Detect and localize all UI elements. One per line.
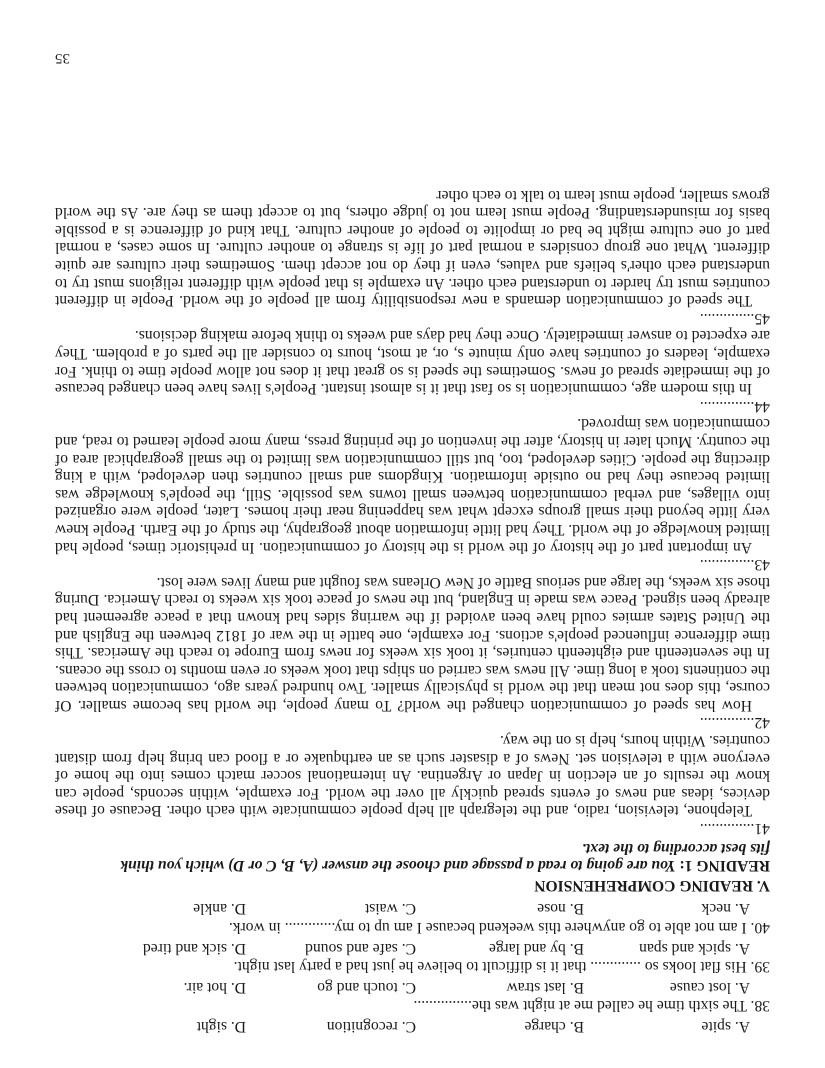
question-39 — [55, 939, 770, 975]
paragraph-3: An important part of the history of the world is the history of communication. In prehistoric times, people had limited knowledge of the world. They had little information about geography, the study of the Earth. People knew very little beyond their small groups except what was happening near their homes. Later, people were organized into villages, and verbal communication between small towns was possible. Still, the people's knowledge was limited because they had no outside information. Kingdoms and small countries then developed, with a king directing the people. Cities developed, too, but still communication was limited to the small geographical area of the country. Much later in history, after the invention of the printing press, many more people learned to read, and communication was improved. — [55, 415, 770, 556]
options-row — [55, 978, 770, 996]
reading-instruction-cont: fits best according to the text. — [582, 839, 770, 857]
option-c[interactable]: C. touch and go — [317, 978, 416, 996]
question-number: 40. — [750, 919, 770, 937]
question-stem — [55, 958, 770, 976]
paragraph-4: In this modern age, communication is so fast that it is almost instant. People's lives have been changed because of the immediate spread of news. Sometimes the speed is so great that it does not allow people time to think. For example, leaders of countries have only minute s, or, at most, hours to consider all the parts of a problem. They are expected to answer immediately. Once they had days and weeks to think before making decisions. — [55, 327, 770, 398]
reading-instruction: You are going to read a passage and choose the answer (A, B, C or D) which you think — [120, 857, 676, 875]
option-c[interactable]: C. safe and sound — [305, 939, 416, 957]
options-row — [55, 939, 770, 957]
paragraph-1: Telephone, television, radio, and the telegraph all help people communicate with each other. Because of these devices, ideas and news of events spread quickly all over the world. For example, within seconds, people can know the results of an election in Japan or Argentina. An international soccer match comes into the home of everyone with a television set. News of a disaster such as an earthquake or a flood can bring help from distant countries. Within hours, help is on the way. — [55, 732, 770, 820]
question-number: 38. — [750, 997, 770, 1015]
question-number: 39. — [750, 958, 770, 976]
reading-heading — [55, 857, 770, 875]
question-stem — [55, 997, 770, 1015]
option-d[interactable]: D. hot air. — [183, 978, 246, 996]
options-row — [55, 1017, 770, 1035]
option-c[interactable]: C. recognition — [326, 1018, 416, 1035]
question-40 — [55, 900, 770, 936]
question-text: The sixth time he called me at night was the............... — [413, 997, 747, 1015]
question-stem — [55, 918, 770, 936]
option-b[interactable]: B. nose — [537, 900, 584, 918]
blank-41[interactable]: 41.............. — [699, 820, 770, 838]
options-row — [55, 900, 770, 918]
reading-label: READING 1: — [679, 857, 770, 875]
blank-44[interactable]: 44.............. — [699, 397, 770, 415]
blank-43[interactable]: 43.............. — [699, 556, 770, 574]
option-a[interactable]: A. spite — [701, 1018, 750, 1035]
option-a[interactable]: A. spick and span — [639, 939, 750, 957]
question-38b — [55, 978, 770, 1014]
passage — [55, 186, 770, 837]
question-text: I am not able to go anywhere this weekend because I am up to my............. in work. — [228, 919, 747, 937]
option-a[interactable]: A. neck — [701, 900, 750, 918]
option-d[interactable]: D. sick and tired — [142, 939, 246, 957]
content — [55, 186, 770, 1036]
option-a[interactable]: A. lost cause — [669, 978, 750, 996]
option-c[interactable]: C. waist — [364, 900, 416, 918]
option-b[interactable]: B. charge — [524, 1018, 584, 1035]
paragraph-5: The speed of communication demands a new responsibility from all people of the world. People in different countries must try harder to understand each other. An example is that people with different religions must try to understand each other's beliefs and values, even if they do not accept them. Sometimes their cultures are quite different. What one group considers a normal part of life is strange to another culture. In some cases, a normal part of one culture might be bad or impolite to people of another culture. That kind of difference is a possible basis for misunderstanding. People must learn not to judge others, but to accept them as they are. As the world grows smaller, people must learn to talk to each other — [55, 186, 770, 310]
question-text: His flat looks so ............. that it is difficult to believe he just had a party last night. — [233, 958, 747, 976]
option-b[interactable]: B. by and large — [489, 939, 584, 957]
page-number: 35 — [55, 50, 70, 66]
section-title: V. READING COMPREHENSION — [534, 876, 770, 894]
option-d[interactable]: D. sight — [196, 1018, 246, 1035]
paragraph-2: How has speed of communication changed the world? To many people, the world has become smaller. Of course, this does not mean that the world is physically smaller. Two hundred years ago, communication between the continents took a long time. All news was carried on ships that took weeks or even months to cross the oceans. In the seventeenth and eighteenth centuries, it took six weeks for news from Europe to reach the Americas. This time difference influenced people's actions. For example, one battle in the war of 1812 between the English and the United States armies could have been avoided if the warring sides had known that a peace agreement had already been signed. Peace was made in England, but the news of peace took six weeks to reach America. During those six weeks, the large and serious Battle of New Orleans was fought and many lives were lost. — [55, 573, 770, 714]
option-b[interactable]: B. last straw — [506, 978, 584, 996]
blank-42[interactable]: 42.............. — [699, 714, 770, 732]
question-38a — [55, 1017, 770, 1035]
blank-45[interactable]: 45.............. — [699, 309, 770, 327]
option-d[interactable]: D. ankle — [193, 900, 246, 918]
